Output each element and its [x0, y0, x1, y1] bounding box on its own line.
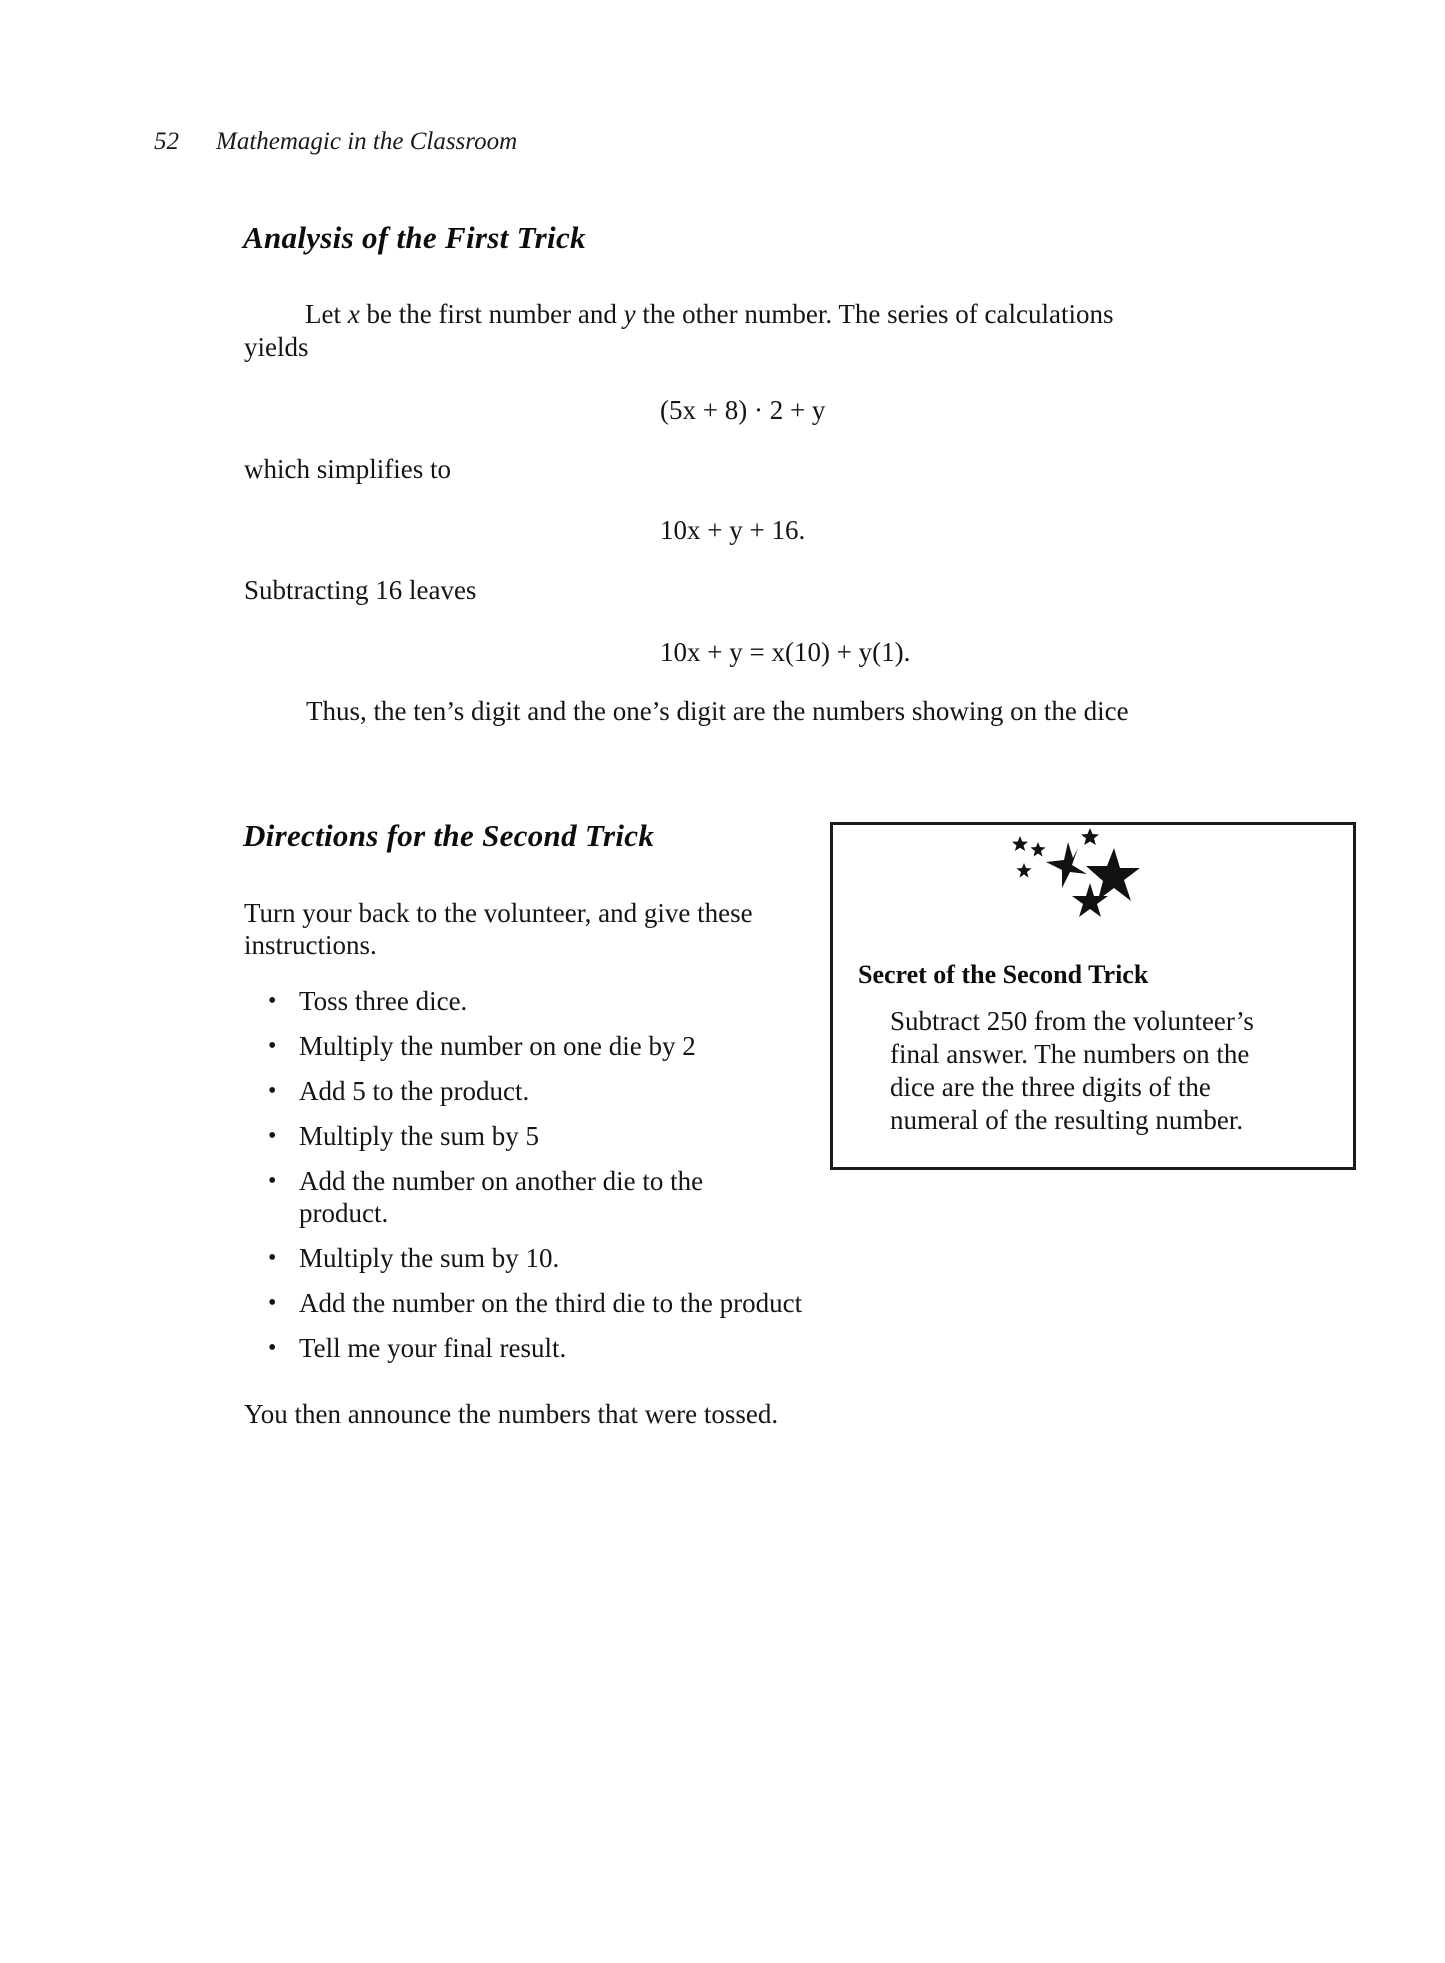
list-item	[268, 1120, 802, 1152]
instruction-list	[268, 985, 802, 1377]
bullet-icon: •	[268, 1245, 277, 1271]
bullet-icon: •	[268, 1123, 277, 1149]
list-item	[268, 1242, 802, 1274]
sidebar-line: dice are the three digits of the	[890, 1072, 1211, 1102]
running-head	[154, 128, 517, 156]
list-item	[268, 1332, 802, 1364]
bullet-icon: •	[268, 1078, 277, 1104]
step-text: Tell me your final result.	[299, 1333, 567, 1363]
bullet-icon: •	[268, 1033, 277, 1059]
list-item	[268, 1030, 802, 1062]
star-shape	[1031, 842, 1046, 857]
text-fragment: Let	[305, 299, 348, 329]
section-heading-directions: Directions for the Second Trick	[243, 818, 655, 853]
equation-2: 10x + y + 16.	[660, 515, 806, 545]
star-shape	[1046, 842, 1087, 888]
step-text: Toss three dice.	[299, 986, 468, 1016]
text-fragment: be the first number and	[359, 299, 624, 329]
list-item	[268, 1165, 802, 1229]
list-item	[268, 1075, 802, 1107]
star-shape	[1086, 848, 1140, 901]
sidebar-body	[890, 1005, 1330, 1137]
step-text-continued: product.	[299, 1198, 389, 1228]
section-heading-analysis: Analysis of the First Trick	[243, 220, 586, 255]
directions-intro-line2: instructions.	[244, 930, 377, 960]
bullet-icon: •	[268, 1290, 277, 1316]
list-item	[268, 985, 802, 1017]
equation-3: 10x + y = x(10) + y(1).	[660, 637, 911, 667]
stars-icon	[1010, 828, 1170, 928]
star-shape	[1081, 828, 1099, 845]
bullet-icon: •	[268, 1168, 277, 1194]
bullet-icon: •	[268, 1335, 277, 1361]
analysis-intro-line1	[305, 298, 1114, 331]
step-text: Add 5 to the product.	[299, 1076, 530, 1106]
step-text: Add the number on the third die to the product	[299, 1288, 803, 1318]
text-subtracting: Subtracting 16 leaves	[244, 575, 477, 605]
page-number: 52	[154, 128, 179, 155]
step-text: Multiply the sum by 5	[299, 1121, 540, 1151]
analysis-conclusion: Thus, the ten’s digit and the one’s digit are the numbers showing on the dice	[306, 696, 1129, 726]
bullet-icon: •	[268, 988, 277, 1014]
step-text: Multiply the sum by 10.	[299, 1243, 560, 1273]
sidebar-line: numeral of the resulting number.	[890, 1105, 1244, 1135]
directions-intro-line1: Turn your back to the volunteer, and give these	[244, 898, 753, 928]
star-shape	[1017, 863, 1032, 878]
directions-closing: You then announce the numbers that were tossed.	[244, 1399, 779, 1429]
analysis-intro-line2: yields	[244, 332, 309, 362]
running-title: Mathemagic in the Classroom	[216, 128, 518, 155]
star-shape	[1012, 836, 1028, 851]
variable-y: y	[623, 299, 636, 329]
sidebar-title: Secret of the Second Trick	[858, 960, 1149, 989]
sidebar-line: Subtract 250 from the volunteer’s	[890, 1006, 1254, 1036]
list-item	[268, 1287, 802, 1319]
step-text: Add the number on another die to the	[299, 1166, 704, 1196]
variable-x: x	[347, 299, 360, 329]
equation-1: (5x + 8) · 2 + y	[660, 395, 826, 425]
step-text: Multiply the number on one die by 2	[299, 1031, 696, 1061]
text-simplifies: which simplifies to	[244, 454, 451, 484]
sidebar-line: final answer. The numbers on the	[890, 1039, 1250, 1069]
text-fragment: the other number. The series of calculations	[635, 299, 1114, 329]
